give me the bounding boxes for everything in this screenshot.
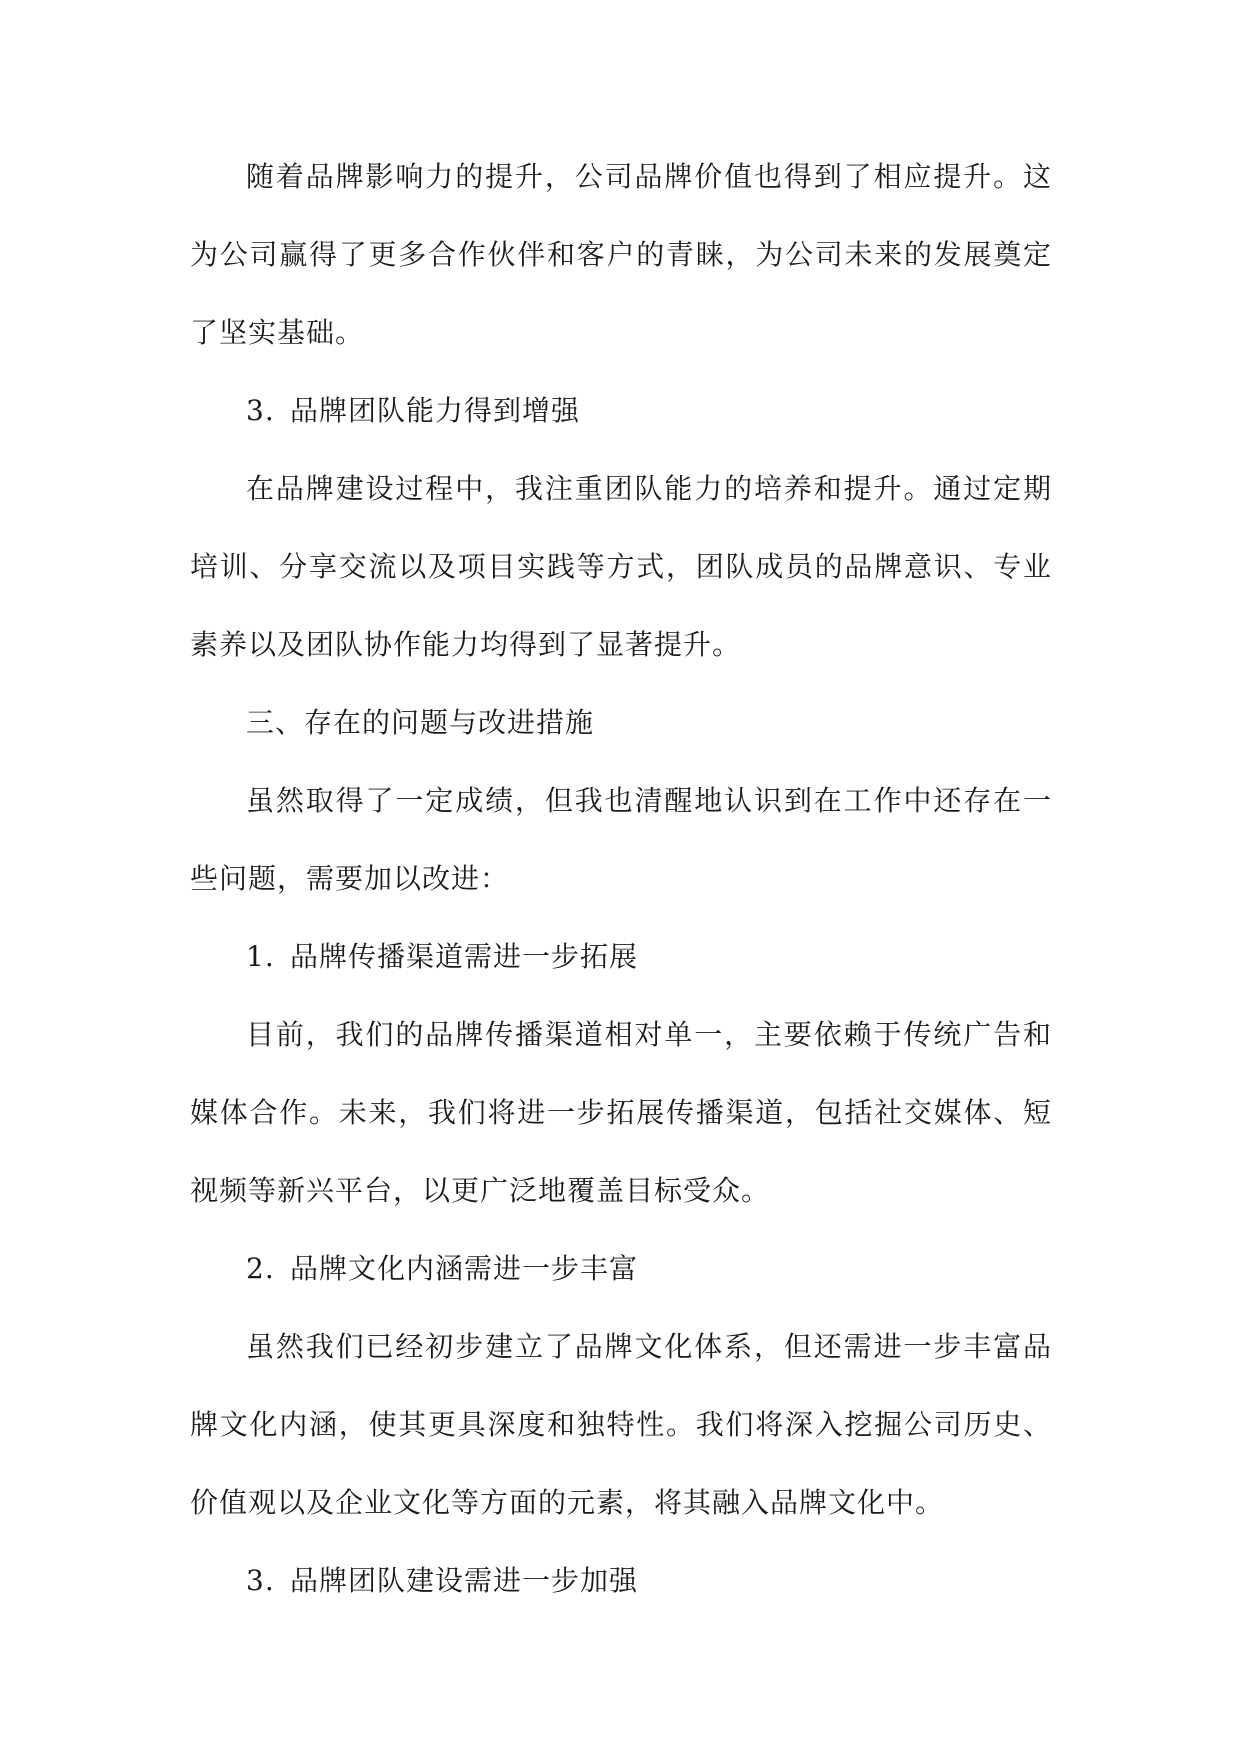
subheading-text: 品牌文化内涵需进一步丰富 <box>290 1252 639 1285</box>
subheading-text: 品牌团队能力得到增强 <box>290 394 581 427</box>
paragraph-culture: 虽然我们已经初步建立了品牌文化体系，但还需进一步丰富品牌文化内涵，使其更具深度和独特性。我们将深入挖掘公司历史、价值观以及企业文化等方面的元素，将其融入品牌文化中。 <box>190 1330 1052 1519</box>
subheading-culture <box>190 1230 1052 1308</box>
subheading-number: 2. <box>246 1252 275 1285</box>
paragraph-team-training: 在品牌建设过程中，我注重团队能力的培养和提升。通过定期培训、分享交流以及项目实践等方式，团队成员的品牌意识、专业素养以及团队协作能力均得到了显著提升。 <box>190 472 1052 661</box>
subheading-team-building <box>190 1542 1052 1620</box>
subheading-team-capability <box>190 372 1052 450</box>
paragraph-brand-value: 随着品牌影响力的提升，公司品牌价值也得到了相应提升。这为公司赢得了更多合作伙伴和客户的青睐，为公司未来的发展奠定了坚实基础。 <box>190 160 1052 349</box>
subheading-number: 3. <box>246 1564 275 1597</box>
subheading-number: 1. <box>246 940 275 973</box>
subheading-text: 品牌团队建设需进一步加强 <box>290 1564 639 1597</box>
subheading-text: 品牌传播渠道需进一步拓展 <box>290 940 639 973</box>
document-body <box>190 138 1052 1620</box>
subheading-channels <box>190 918 1052 996</box>
paragraph-problems-intro: 虽然取得了一定成绩，但我也清醒地认识到在工作中还存在一些问题，需要加以改进： <box>190 784 1052 895</box>
paragraph-channels: 目前，我们的品牌传播渠道相对单一，主要依赖于传统广告和媒体合作。未来，我们将进一步拓展传播渠道，包括社交媒体、短视频等新兴平台，以更广泛地覆盖目标受众。 <box>190 1018 1052 1207</box>
section-title-problems: 三、存在的问题与改进措施 <box>246 706 595 739</box>
subheading-number: 3. <box>246 394 275 427</box>
